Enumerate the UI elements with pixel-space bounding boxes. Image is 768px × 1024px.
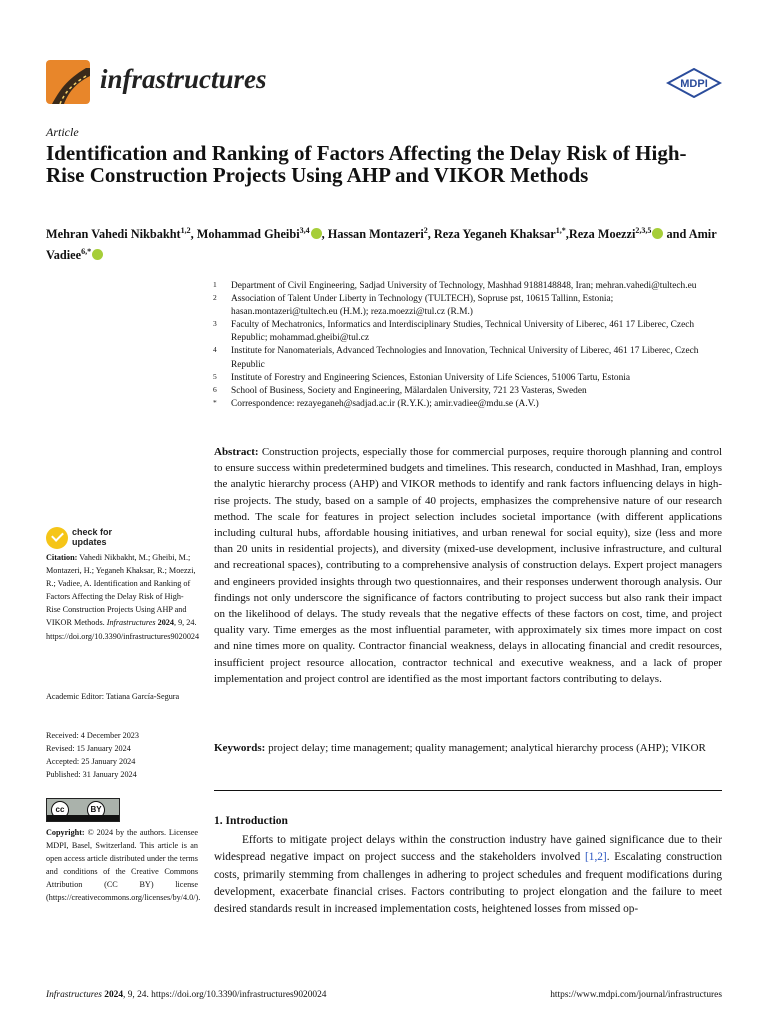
footer-rest: , 9, 24. https://doi.org/10.3390/infrastructures9020024 bbox=[123, 990, 327, 1000]
author-name: Mohammad Gheibi bbox=[196, 227, 300, 242]
author-list bbox=[46, 222, 726, 264]
affiliation-item bbox=[212, 385, 722, 398]
footer-year: 2024 bbox=[104, 990, 123, 1000]
citation-block bbox=[46, 551, 198, 643]
check-updates-line1: check for bbox=[72, 527, 113, 537]
date-received: Received: 4 December 2023 bbox=[46, 731, 139, 740]
intro-text-a: Efforts to mitigate project delays within the construction industry have gained significance due to their widespread negative impact on project success and the stakeholders involved bbox=[214, 834, 722, 864]
journal-logo-icon bbox=[46, 60, 90, 104]
author-name: Amir Vadiee bbox=[46, 227, 717, 263]
copyright-label: Copyright: bbox=[46, 828, 85, 837]
author-affiliation-sup: 1,2 bbox=[180, 226, 191, 235]
author-affiliation-sup: 2 bbox=[423, 226, 428, 235]
affiliation-number: 2 bbox=[213, 293, 217, 303]
affiliation-number: 4 bbox=[213, 345, 217, 355]
mdpi-logo-text: MDPI bbox=[680, 78, 708, 90]
section-heading-introduction: 1. Introduction bbox=[214, 815, 288, 827]
author-affiliation-sup: 2,3,5 bbox=[635, 226, 652, 235]
date-revised: Revised: 15 January 2024 bbox=[46, 744, 131, 754]
affiliation-text: School of Business, Society and Engineering, Mälardalen University, 721 23 Vasteras, Sweden bbox=[231, 385, 587, 396]
author-separator: , bbox=[321, 227, 328, 242]
author-affiliation-sup: 6,* bbox=[81, 247, 92, 257]
affiliation-number: * bbox=[213, 397, 217, 407]
copyright-text: © 2024 by the authors. Licensee MDPI, Basel, Switzerland. This article is an open access article distributed under the terms and conditions of the Creative Commons Attribution (CC BY) license (https://creativecommons.org/licenses/by/4.0/). bbox=[46, 828, 201, 903]
citation-journal: Infrastructures bbox=[106, 618, 156, 628]
cc-by-license-badge[interactable] bbox=[46, 798, 120, 822]
author-name: Reza Yeganeh Khaksar bbox=[433, 227, 556, 242]
check-for-updates-badge[interactable] bbox=[46, 526, 126, 550]
affiliation-number: 1 bbox=[213, 280, 217, 289]
author-affiliation-sup: 1,* bbox=[555, 226, 566, 235]
article-type: Article bbox=[46, 125, 79, 139]
author-separator: , bbox=[427, 227, 434, 242]
author-separator: and bbox=[663, 227, 689, 242]
affiliation-item bbox=[212, 372, 722, 385]
academic-editor: Academic Editor: Tatiana García-Segura bbox=[46, 692, 180, 701]
author-name: Reza Moezzi bbox=[568, 227, 636, 242]
author-separator: , bbox=[565, 227, 569, 242]
citation-link[interactable]: [1,2] bbox=[585, 851, 607, 864]
affiliation-text: Association of Talent Under Liberty in Technology (TULTECH), Sopruse pst, 10615 Tallinn, Estonia; hasan.montazeri@tultech.eu (H.M.); reza.moezzi@tul.cz (R.M.) bbox=[231, 294, 614, 318]
check-icon bbox=[46, 527, 68, 549]
intro-text-b: . Escalating construction costs, primarily stemming from challenges in adhering to project schedules and frequent modifications during development, exacerbate financial crises. Factors contributing to project elongation and the failure to meet desired standards result in increased implementation costs, heightened losses from missed op- bbox=[214, 851, 722, 916]
affiliation-number: 6 bbox=[213, 384, 217, 394]
affiliation-item bbox=[212, 398, 722, 411]
citation-text: Vahedi Nikbakht, M.; Gheibi, M.; Montazeri, H.; Yeganeh Khaksar, R.; Moezzi, R.; Vadiee, A. Identification and Ranking of Factors Affecting the Delay Risk of High-Rise Construction Projects Using AHP and VIKOR Methods. bbox=[46, 553, 196, 628]
journal-name: infrastructures bbox=[100, 64, 267, 94]
cc-badge-bar bbox=[47, 815, 119, 821]
affiliations bbox=[212, 280, 722, 411]
affiliation-text: Correspondence: rezayeganeh@sadjad.ac.ir (R.Y.K.); amir.vadiee@mdu.se (A.V.) bbox=[231, 398, 539, 409]
affiliation-item bbox=[212, 345, 722, 371]
affiliation-number: 5 bbox=[213, 371, 217, 381]
affiliation-number: 3 bbox=[213, 319, 217, 329]
affiliation-item bbox=[212, 280, 722, 293]
affiliation-text: Department of Civil Engineering, Sadjad University of Technology, Mashhad 9188148848, Iran; mehran.vahedi@tultech.eu bbox=[231, 281, 697, 291]
abstract-label: Abstract: bbox=[214, 446, 259, 458]
affiliation-item bbox=[212, 319, 722, 345]
footer-journal: Infrastructures bbox=[46, 990, 102, 1000]
abstract bbox=[214, 444, 722, 687]
keywords-label: Keywords: bbox=[214, 742, 266, 754]
author-name: Mehran Vahedi Nikbakht bbox=[46, 227, 181, 242]
author-separator: , bbox=[190, 227, 197, 242]
abstract-text: Construction projects, especially those for commercial purposes, require thorough planning and control to ensure success within predetermined budgets and timelines. This research, conducted in Mashhad, Iran, employs the analytic hierarchy process (AHP) and VIKOR methods to identify and rank factors influencing delays in high-rise projects. The study, based on a sample of 40 projects, emphasizes the comprehensive nature of our research method. The scale for features in project selection includes societal importance (with different applications including cultural hubs, affordable housing initiatives, and urban renewal for social equity), size (less and more than 20 units in residential projects), and diversity (mixed-use development, inclusive infrastructure, and cultural and recreational spaces), contributing to a comprehensive analysis of construction delays. Expert project managers and engineers provided insights through two questionnaires, and their responses underwent thorough analysis. Our findings not only underscore the significance of factors contributing to project success but also rank their impact on the likelihood of delays. The study reveals that the negative effects of these factors on cost, time, and project quality vary. Time emerges as the most influential parameter, with approximately six times more impact on cost and nine times more on quality. Contractor financial weakness, delays in allocating financial and credit resources, insufficient project resource allocation, contractor technical and executive weakness, and a lack of proper implementation and project control are identified as the most important factors contributing to delays. bbox=[214, 446, 722, 685]
citation-year: 2024 bbox=[157, 618, 174, 628]
publication-dates bbox=[46, 729, 198, 781]
page-header bbox=[46, 58, 722, 108]
check-updates-text bbox=[72, 528, 112, 547]
cc-icon: cc bbox=[51, 801, 69, 819]
orcid-icon[interactable] bbox=[652, 228, 663, 239]
date-accepted: Accepted: 25 January 2024 bbox=[46, 757, 136, 767]
affiliation-item bbox=[212, 293, 722, 319]
affiliation-text: Institute for Nanomaterials, Advanced Technologies and Innovation, Technical University of Liberec, 461 17 Liberec, Czech Republic bbox=[231, 346, 699, 370]
author-name: Hassan Montazeri bbox=[327, 227, 424, 242]
keywords bbox=[214, 740, 722, 756]
citation-tail: , 9, 24. https://doi.org/10.3390/infrastructures9020024 bbox=[46, 618, 200, 641]
copyright-notice bbox=[46, 826, 201, 905]
introduction-paragraph bbox=[214, 832, 722, 918]
mdpi-logo-icon bbox=[666, 68, 722, 98]
attribution-icon: BY bbox=[87, 801, 105, 819]
keywords-text: project delay; time management; quality management; analytical hierarchy process (AHP); VIKOR bbox=[268, 742, 706, 754]
orcid-icon[interactable] bbox=[311, 228, 322, 239]
affiliation-text: Faculty of Mechatronics, Informatics and Interdisciplinary Studies, Technical University of Liberec, 461 17 Liberec, Czech Republic; mohammad.gheibi@tul.cz bbox=[231, 320, 695, 344]
footer-citation bbox=[46, 990, 326, 1000]
orcid-icon[interactable] bbox=[92, 249, 103, 260]
citation-label: Citation: bbox=[46, 553, 78, 562]
date-published: Published: 31 January 2024 bbox=[46, 770, 137, 780]
check-updates-line2: updates bbox=[72, 536, 107, 547]
paper-title: Identification and Ranking of Factors Affecting the Delay Risk of High-Rise Construction Projects Using AHP and VIKOR Methods bbox=[46, 141, 687, 187]
footer-journal-url[interactable]: https://www.mdpi.com/journal/infrastructures bbox=[550, 990, 722, 1000]
section-divider bbox=[214, 790, 722, 791]
affiliation-text: Institute of Forestry and Engineering Sciences, Estonian University of Life Sciences, 51006 Tartu, Estonia bbox=[231, 372, 631, 383]
author-affiliation-sup: 3,4 bbox=[299, 226, 310, 235]
